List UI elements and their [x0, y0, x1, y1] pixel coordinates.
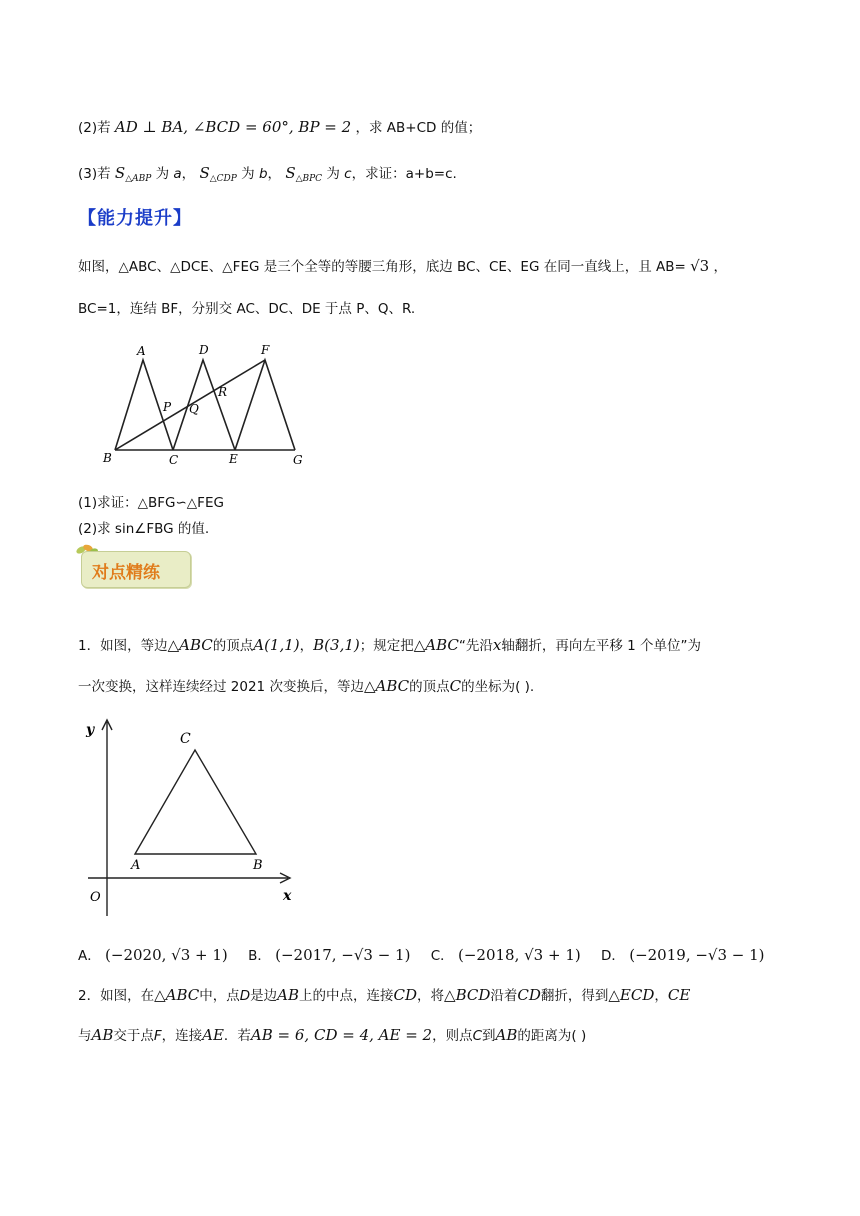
q-part-2-math: AD ⊥ BA, ∠BCD = 60°, BP = 2: [114, 118, 352, 136]
option-d[interactable]: D． (−2019, −√3 − 1): [601, 946, 765, 964]
word-wei-1: 为: [155, 166, 170, 182]
label-A: A: [137, 344, 146, 358]
ability-line-1: 如图，△ABC、△DCE、△FEG 是三个全等的等腰三角形，底边 BC、CE、EG 在同一直线上，且 AB= √3 ，: [78, 257, 728, 275]
q-part-3-suffix: ，求证：a+b=c.: [351, 166, 457, 182]
q2-line-1: 2．如图，在△ABC中，点D是边AB上的中点，连接CD，将△BCD沿着CD翻折，得到△ECD，CE: [78, 986, 691, 1004]
vertex-a-label: A: [131, 858, 141, 873]
area-abp: $S_{\triangle ABP}$: [114, 164, 152, 184]
q-part-2: [78, 116, 481, 136]
label-P: P: [163, 400, 172, 414]
q2-line-2: 与AB交于点F，连接AE．若AB = 6, CD = 4, AE = 2，则点C到AB的距离为( ): [78, 1026, 587, 1044]
coordinate-triangle-figure: [80, 712, 300, 922]
label-Q: Q: [189, 402, 199, 416]
label-B: B: [103, 451, 112, 465]
ability-sub-1: (1)求证：△BFG∽△FEG: [78, 495, 224, 511]
label-R: R: [218, 385, 228, 399]
vertex-b-label: B: [253, 858, 263, 873]
q1-line-2: 一次变换，这样连续经过 2021 次变换后，等边△ABC的顶点C的坐标为( ).: [78, 677, 535, 695]
section-heading: 【能力提升】: [78, 208, 192, 229]
option-c[interactable]: C． (−2018, √3 + 1): [430, 946, 581, 964]
ability-sub-2: (2)求 sin∠FBG 的值.: [78, 521, 210, 537]
practice-badge: [81, 551, 191, 588]
option-b[interactable]: B． (−2017, −√3 − 1): [248, 946, 411, 964]
practice-badge-label: 对点精练: [92, 563, 160, 583]
three-triangles-figure: [95, 335, 325, 475]
sqrt3: √3: [690, 257, 710, 275]
area-cdp: $S_{\triangle CDP}$: [199, 164, 237, 184]
var-c: c: [344, 166, 352, 182]
label-G: G: [293, 453, 303, 467]
word-wei-3: 为: [326, 166, 340, 182]
axis-y-label: y: [86, 722, 95, 738]
var-a: a: [173, 166, 182, 182]
var-b: b: [258, 166, 268, 182]
label-C: C: [169, 453, 179, 467]
point-a: A(1,1): [253, 636, 300, 654]
point-b: B(3,1): [313, 636, 360, 654]
ability-line-2: BC=1，连结 BF，分别交 AC、DC、DE 于点 P、Q、R.: [78, 301, 416, 317]
q-part-3-prefix: (3)若: [78, 166, 111, 182]
q-part-2-suffix: ，求 AB+CD 的值；: [355, 120, 482, 136]
vertex-c-label: C: [180, 731, 191, 747]
q1-line-1: 1．如图，等边△ABC的顶点A(1,1)，B(3,1)；规定把△ABC“先沿x轴翻折，再向左平移 1 个单位”为: [78, 636, 702, 654]
tri-abc: △ABC: [167, 636, 213, 654]
q-part-2-prefix: (2)若: [78, 120, 111, 136]
q1-options: [78, 944, 781, 964]
area-bpc: $S_{\triangle BPC}$: [285, 164, 323, 184]
q-part-3: (3)若 $S_{\triangle ABP}$ 为 a， $S_{\triangle CDP}$ 为 b， $S_{\triangle BPC}$ 为 c，求证：a+b=c.: [78, 164, 457, 184]
word-wei-2: 为: [241, 166, 255, 182]
label-F: F: [261, 343, 270, 357]
origin-label: O: [90, 890, 101, 905]
axis-x-label: x: [283, 888, 292, 904]
label-D: D: [199, 343, 209, 357]
option-a[interactable]: A． (−2020, √3 + 1): [78, 946, 228, 964]
label-E: E: [229, 452, 238, 466]
